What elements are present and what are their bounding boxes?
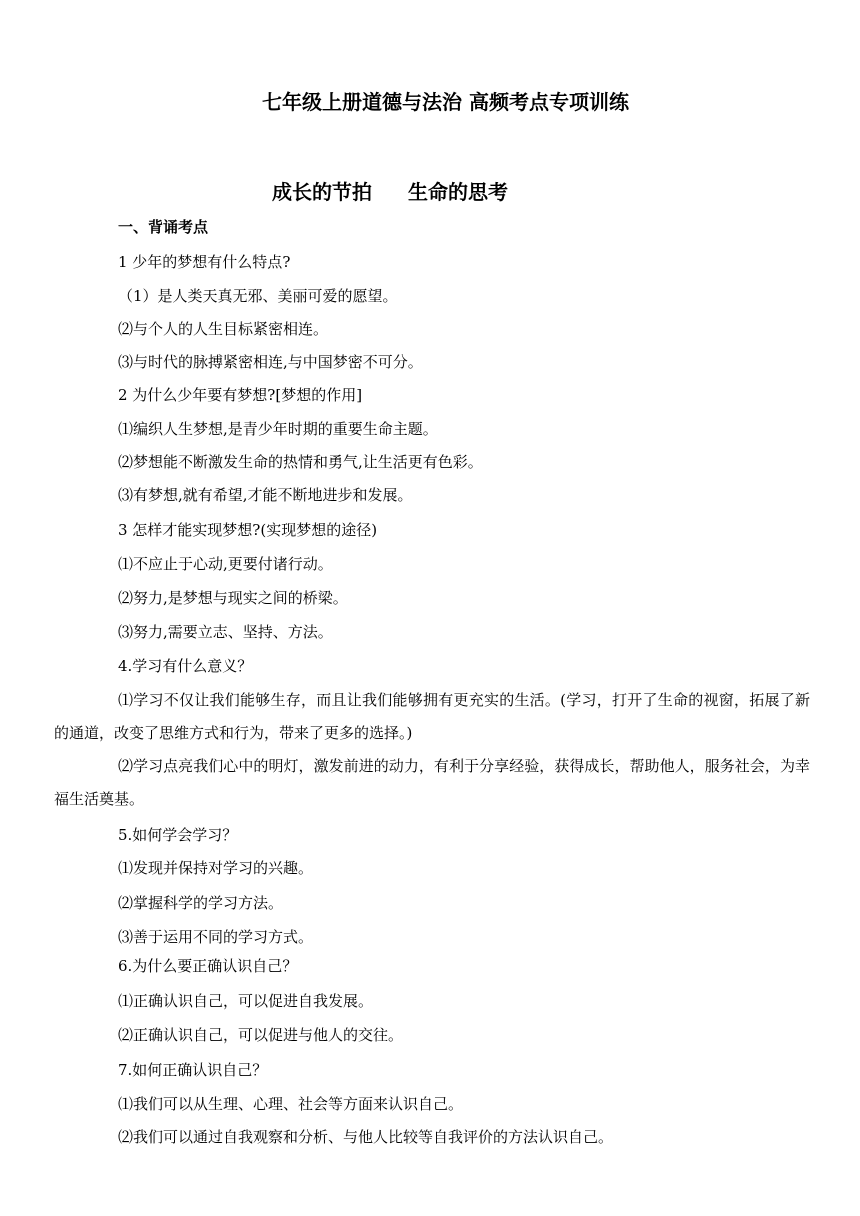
q3-question: 3 怎样才能实现梦想?(实现梦想的途径): [118, 521, 378, 539]
q3-answer-2: ⑵努力,是梦想与现实之间的桥梁。: [118, 589, 348, 607]
q1-answer-2: ⑵与个人的人生目标紧密相连。: [118, 320, 329, 338]
q6-answer-2: ⑵正确认识自己，可以促进与他人的交往。: [118, 1026, 404, 1044]
q2-answer-2: ⑵梦想能不断激发生命的热情和勇气,让生活更有色彩。: [118, 453, 483, 471]
q1-answer-1: （1）是人类天真无邪、美丽可爱的愿望。: [118, 287, 398, 305]
q7-answer-2: ⑵我们可以通过自我观察和分析、与他人比较等自我评价的方法认识自己。: [118, 1128, 614, 1146]
q6-question: 6.为什么要正确认识自己？: [118, 957, 298, 975]
q6-answer-1: ⑴正确认识自己，可以促进自我发展。: [118, 992, 374, 1010]
q3-answer-3: ⑶努力,需要立志、坚持、方法。: [118, 623, 333, 641]
q5-question: 5.如何学会学习？: [118, 826, 238, 844]
q4-paragraph-1: ⑴学习不仅让我们能够生存，而且让我们能够拥有更充实的生活。(学习，打开了生命的视窗，拓展了新的通道，改变了思维方式和行为，带来了更多的选择。): [54, 691, 810, 742]
document-title: 七年级上册道德与法治 高频考点专项训练: [262, 90, 629, 114]
q4-question: 4.学习有什么意义？: [118, 657, 253, 675]
q5-answer-3: ⑶善于运用不同的学习方式。: [118, 928, 314, 946]
q2-answer-1: ⑴编织人生梦想,是青少年时期的重要生命主题。: [118, 420, 438, 438]
q3-answer-1: ⑴不应止于心动,更要付诸行动。: [118, 555, 333, 573]
q7-answer-1: ⑴我们可以从生理、心理、社会等方面来认识自己。: [118, 1095, 464, 1113]
q7-question: 7.如何正确认识自己？: [118, 1061, 268, 1079]
q4-paragraph-2: ⑵学习点亮我们心中的明灯，激发前进的动力，有利于分享经验，获得成长，帮助他人，服务社会，为幸福生活奠基。: [54, 757, 810, 808]
subtitle-right: 生命的思考: [408, 180, 508, 204]
subtitle-left: 成长的节拍: [272, 180, 372, 204]
q5-answer-2: ⑵掌握科学的学习方法。: [118, 894, 284, 912]
q1-answer-3: ⑶与时代的脉搏紧密相连,与中国梦密不可分。: [118, 353, 423, 371]
unit-subtitle: [272, 176, 508, 205]
section-heading: 一、背诵考点: [118, 218, 209, 236]
q2-question: 2 为什么少年要有梦想?[梦想的作用]: [118, 386, 363, 404]
q5-answer-1: ⑴发现并保持对学习的兴趣。: [118, 859, 314, 877]
q1-question: 1 少年的梦想有什么特点?: [118, 253, 291, 271]
q2-answer-3: ⑶有梦想,就有希望,才能不断地进步和发展。: [118, 486, 413, 504]
